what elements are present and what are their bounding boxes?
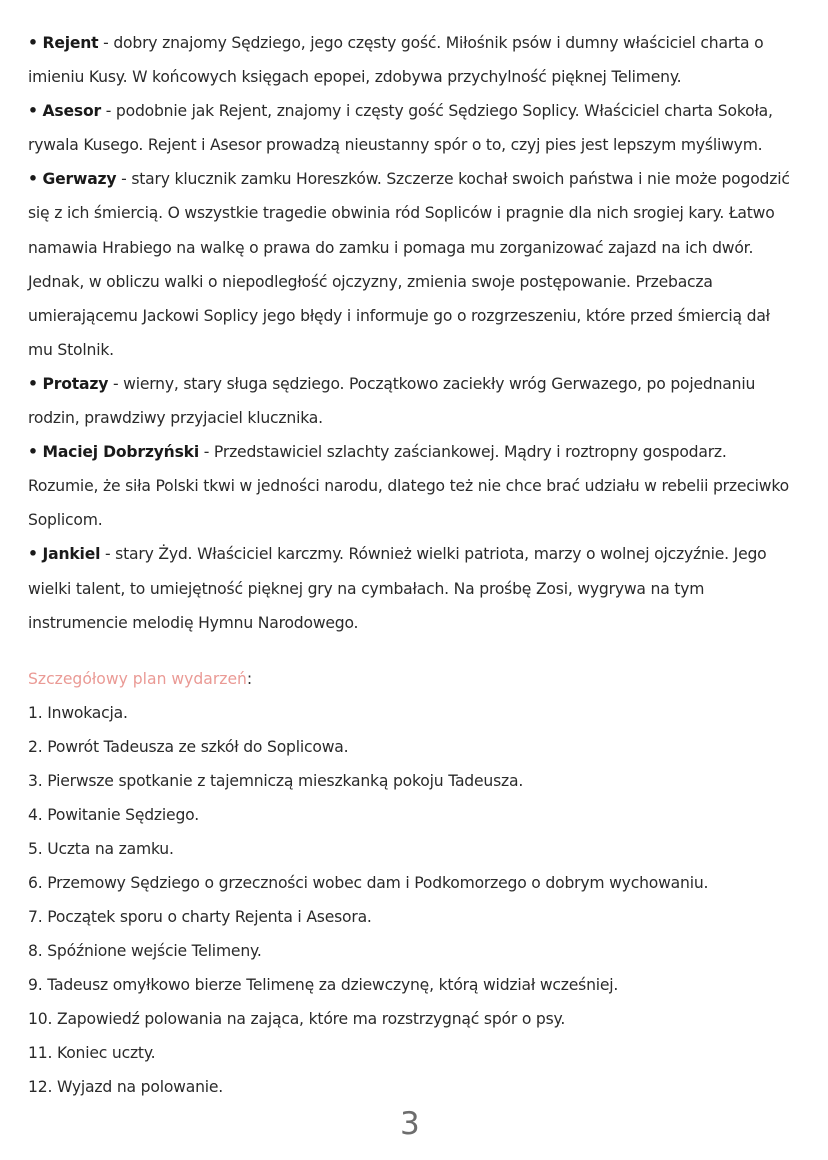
plan-list: [28, 696, 798, 1104]
plan-heading-text: Szczegółowy plan wydarzeń: [28, 669, 247, 688]
plan-item: 6. Przemowy Sędziego o grzeczności wobec dam i Podkomorzego o dobrym wychowaniu.: [28, 873, 709, 892]
character-description: - Przedstawiciel szlachty zaściankowej. Mądry i roztropny gospodarz. Rozumie, że siła Polski tkwi w jedności narodu, dlatego też nie chce brać udziału w rebelii przeciwko Soplicom.: [28, 443, 789, 530]
character-entry-rejent: [28, 26, 798, 94]
plan-item: 11. Koniec uczty.: [28, 1043, 156, 1062]
plan-item: 12. Wyjazd na polowanie.: [28, 1077, 224, 1096]
plan-item: 4. Powitanie Sędziego.: [28, 805, 199, 824]
plan-heading-colon: :: [246, 669, 253, 688]
character-name: Jankiel: [42, 545, 101, 564]
plan-heading: [28, 662, 798, 696]
character-description: - stary klucznik zamku Horeszków. Szczerze kochał swoich państwa i nie może pogodzić się z ich śmiercią. O wszystkie tragedie obwinia ród Sopliców i pragnie dla nich srogiej kary. Łatwo namawia Hrabiego na walkę o prawa do zamku i pomaga mu zorganizować zajazd na ich dwór. Jednak, w obliczu walki o niepodległość ojczyzny, zmienia swoje postępowanie. Przebacza umierającemu Jackowi Soplicy jego błędy i informuje go o rozgrzeszeniu, które przed śmiercią dał mu Stolnik.: [28, 170, 790, 359]
plan-item: 7. Początek sporu o charty Rejenta i Asesora.: [28, 907, 372, 926]
bullet: •: [28, 374, 38, 393]
plan-item: 1. Inwokacja.: [28, 703, 128, 722]
bullet: •: [28, 34, 38, 52]
plan-item: 10. Zapowiedź polowania na zająca, które ma rozstrzygnąć spór o psy.: [28, 1009, 566, 1028]
bullet: •: [28, 170, 38, 189]
page-number: 3: [400, 1106, 420, 1142]
character-name: Asesor: [42, 102, 101, 121]
character-description: - podobnie jak Rejent, znajomy i częsty gość Sędziego Soplicy. Właściciel charta Sokoła, rywala Kusego. Rejent i Asesor prowadzą nieustanny spór o to, czyj pies jest lepszym myśliwym.: [28, 102, 773, 155]
character-name: Maciej Dobrzyński: [42, 443, 199, 462]
character-entry-maciej-dobrzynski: [28, 435, 798, 537]
character-entry-jankiel: [28, 537, 798, 639]
character-name: Rejent: [42, 34, 99, 52]
character-list: [28, 26, 798, 640]
character-entry-gerwazy: [28, 162, 798, 367]
character-name: Gerwazy: [42, 170, 117, 189]
character-entry-protazy: [28, 367, 798, 435]
character-description: - dobry znajomy Sędziego, jego częsty gość. Miłośnik psów i dumny właściciel charta o imieniu Kusy. W końcowych księgach epopei, zdobywa przychylność pięknej Telimeny.: [28, 34, 764, 87]
plan-item: 3. Pierwsze spotkanie z tajemniczą mieszkanką pokoju Tadeusza.: [28, 771, 524, 790]
bullet: •: [28, 545, 38, 564]
plan-item: 2. Powrót Tadeusza ze szkół do Soplicowa.: [28, 737, 349, 756]
plan-item: 5. Uczta na zamku.: [28, 839, 174, 858]
character-description: - stary Żyd. Właściciel karczmy. Również wielki patriota, marzy o wolnej ojczyźnie. Jego wielki talent, to umiejętność pięknej gry na cymbałach. Na prośbę Zosi, wygrywa na tym instrumencie melodię Hymnu Narodowego.: [28, 545, 767, 632]
bullet: •: [28, 102, 38, 121]
plan-item: 8. Spóźnione wejście Telimeny.: [28, 941, 262, 960]
character-name: Protazy: [42, 374, 109, 393]
character-description: - wierny, stary sługa sędziego. Początkowo zaciekły wróg Gerwazego, po pojednaniu rodzin, prawdziwy przyjaciel klucznika.: [28, 374, 756, 428]
plan-item: 9. Tadeusz omyłkowo bierze Telimenę za dziewczynę, którą widział wcześniej.: [28, 975, 619, 994]
events-plan: [28, 662, 798, 1104]
character-entry-asesor: [28, 94, 798, 162]
bullet: •: [28, 443, 38, 462]
